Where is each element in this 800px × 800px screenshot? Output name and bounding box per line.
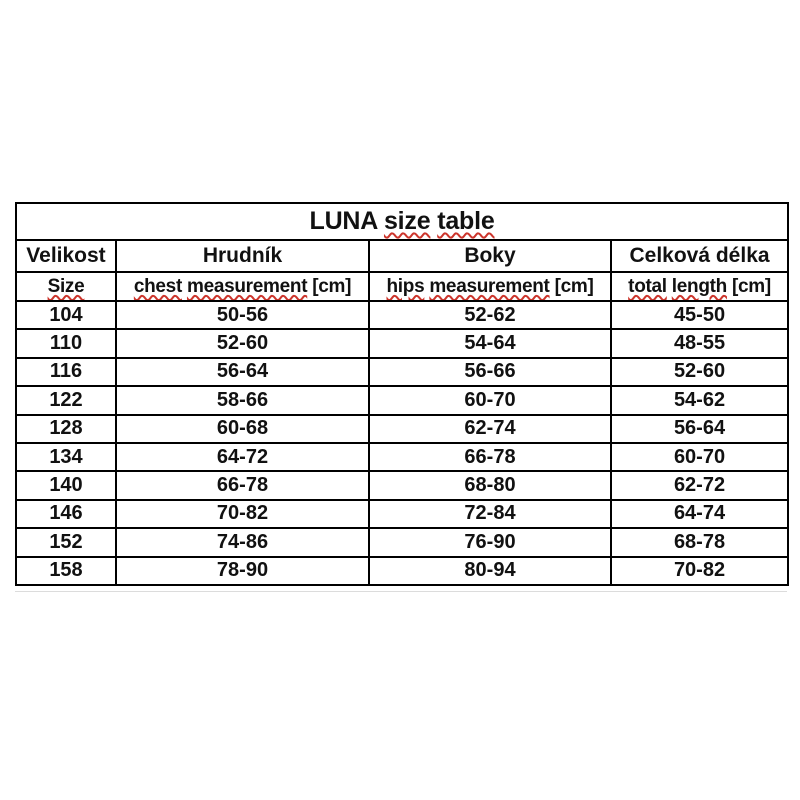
cell-length: 54-62 (611, 386, 788, 414)
cell-size: 146 (16, 500, 116, 528)
cell-chest: 58-66 (116, 386, 369, 414)
header-total-length (611, 272, 788, 301)
misspelled-word: Size (47, 275, 85, 297)
cell-hips: 76-90 (369, 528, 611, 556)
cell-hips: 80-94 (369, 557, 611, 585)
cell-size: 158 (16, 557, 116, 585)
cell-hips: 60-70 (369, 386, 611, 414)
cell-size: 104 (16, 301, 116, 329)
title-brand: LUNA (309, 207, 378, 235)
header-celkova-delka: Celková délka (611, 240, 788, 272)
cell-size: 134 (16, 443, 116, 471)
misspelled-word: length (671, 275, 727, 297)
title-misspelled-word: size (383, 207, 431, 235)
table-row (16, 471, 788, 499)
cell-size: 122 (16, 386, 116, 414)
unit-label: [cm] (312, 275, 352, 297)
header-size (16, 272, 116, 301)
cell-chest: 56-64 (116, 358, 369, 386)
english-header-row (16, 272, 788, 301)
unit-label: [cm] (554, 275, 594, 297)
cell-chest: 66-78 (116, 471, 369, 499)
cell-length: 68-78 (611, 528, 788, 556)
cell-chest: 64-72 (116, 443, 369, 471)
misspelled-word: total (628, 275, 667, 297)
cell-length: 60-70 (611, 443, 788, 471)
table-row (16, 557, 788, 585)
table-row (16, 358, 788, 386)
cell-hips: 56-66 (369, 358, 611, 386)
cell-length: 48-55 (611, 329, 788, 357)
cell-length: 52-60 (611, 358, 788, 386)
misspelled-word: measurement (429, 275, 550, 297)
unit-label: [cm] (731, 275, 771, 297)
title-row (16, 203, 788, 240)
cell-hips: 52-62 (369, 301, 611, 329)
cell-length: 62-72 (611, 471, 788, 499)
cell-size: 110 (16, 329, 116, 357)
table-row (16, 528, 788, 556)
table-row (16, 301, 788, 329)
cell-length: 64-74 (611, 500, 788, 528)
header-boky: Boky (369, 240, 611, 272)
cell-hips: 66-78 (369, 443, 611, 471)
title-misspelled-word: table (437, 207, 495, 235)
cell-size: 116 (16, 358, 116, 386)
table-row (16, 415, 788, 443)
cell-length: 56-64 (611, 415, 788, 443)
misspelled-word: measurement (186, 275, 308, 297)
misspelled-word: hips (386, 275, 425, 297)
table-title (16, 203, 788, 240)
table-row (16, 386, 788, 414)
cell-chest: 74-86 (116, 528, 369, 556)
table-row (16, 500, 788, 528)
header-hrudnik: Hrudník (116, 240, 369, 272)
misspelled-word: chest (133, 275, 182, 297)
luna-size-table (15, 202, 789, 586)
cell-chest: 50-56 (116, 301, 369, 329)
table-row (16, 443, 788, 471)
cell-hips: 72-84 (369, 500, 611, 528)
cell-size: 128 (16, 415, 116, 443)
header-velikost: Velikost (16, 240, 116, 272)
cell-hips: 54-64 (369, 329, 611, 357)
size-table-container (15, 202, 787, 586)
cell-chest: 60-68 (116, 415, 369, 443)
cell-size: 152 (16, 528, 116, 556)
cell-chest: 52-60 (116, 329, 369, 357)
cell-length: 70-82 (611, 557, 788, 585)
cell-size: 140 (16, 471, 116, 499)
header-hips-measurement (369, 272, 611, 301)
cell-hips: 68-80 (369, 471, 611, 499)
cell-length: 45-50 (611, 301, 788, 329)
cell-chest: 70-82 (116, 500, 369, 528)
cell-hips: 62-74 (369, 415, 611, 443)
czech-header-row (16, 240, 788, 272)
table-shadow-line (15, 591, 787, 592)
cell-chest: 78-90 (116, 557, 369, 585)
table-row (16, 329, 788, 357)
header-chest-measurement (116, 272, 369, 301)
